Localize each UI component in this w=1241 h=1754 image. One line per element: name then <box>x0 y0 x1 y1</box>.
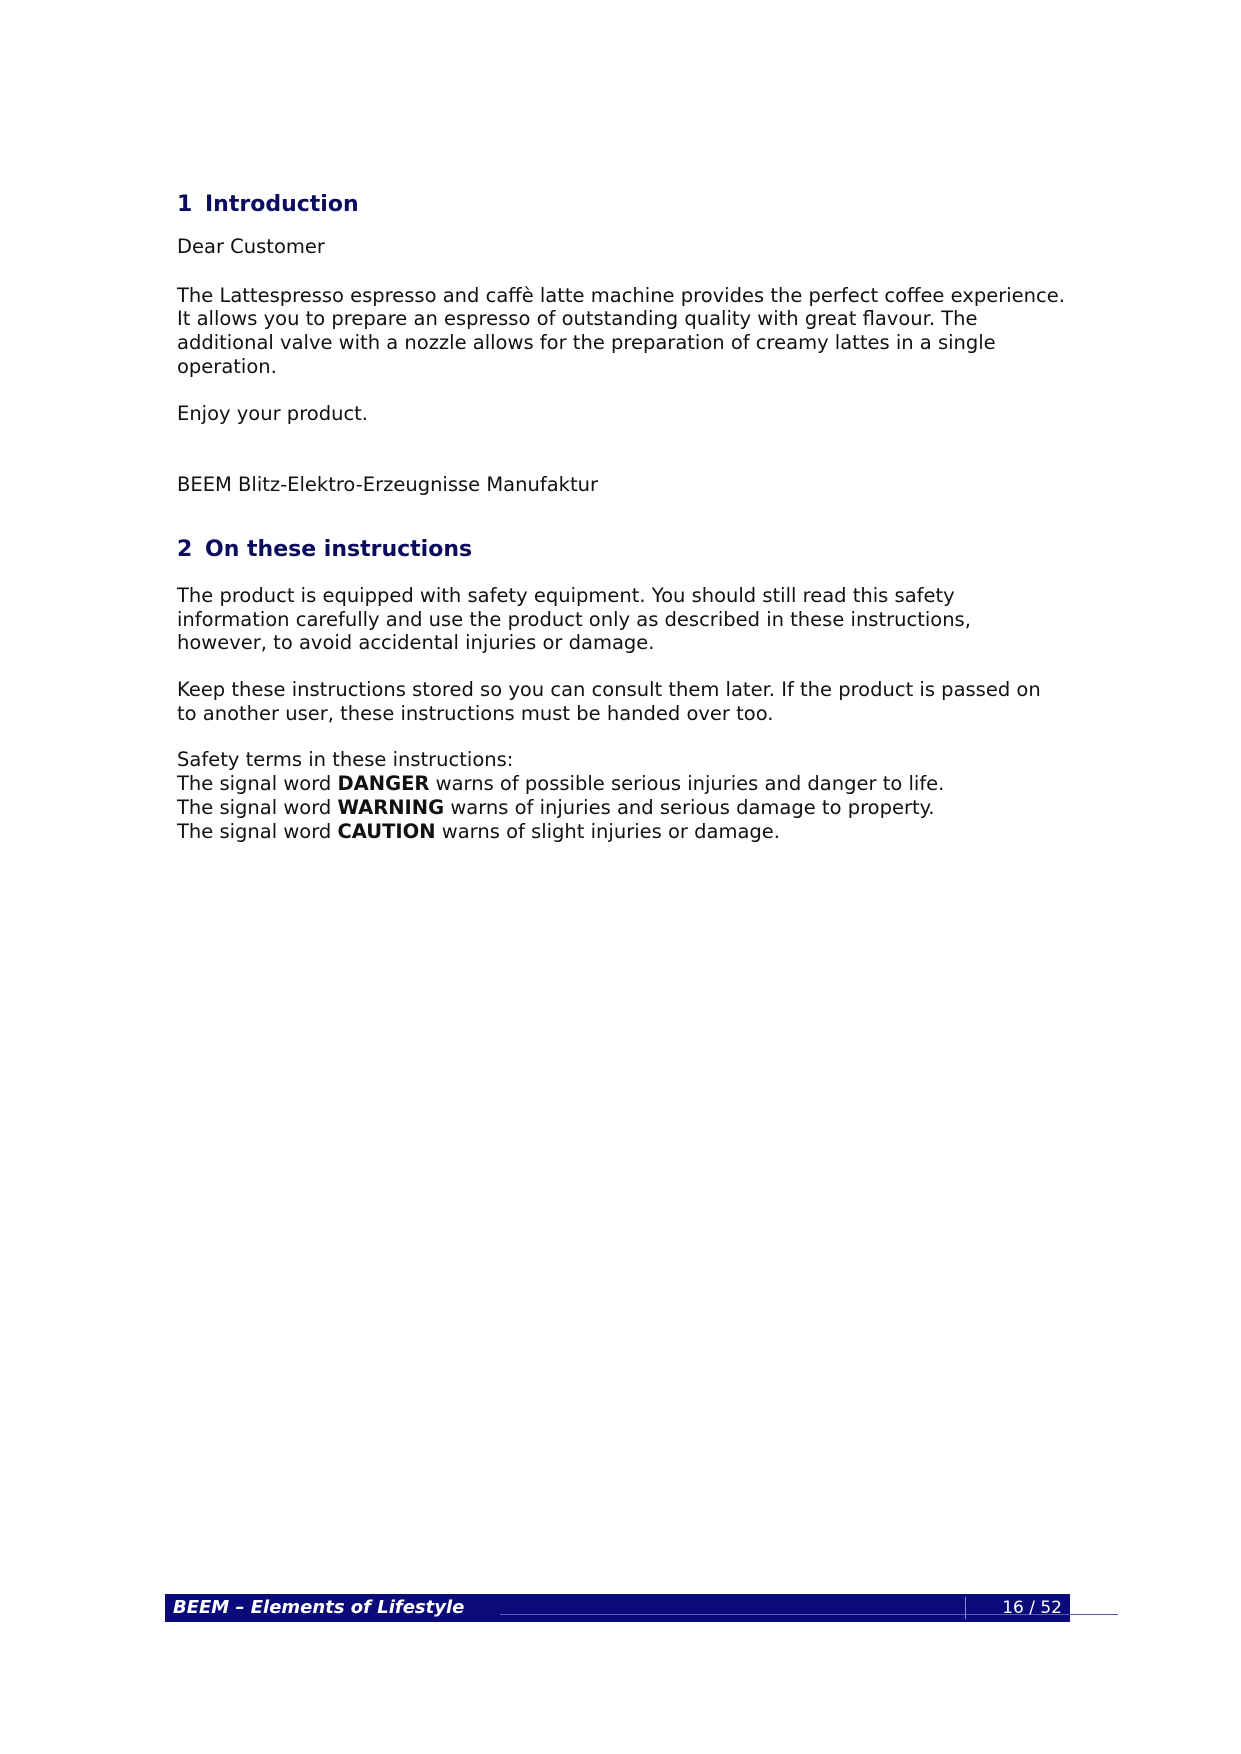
signal-prefix: The signal word <box>177 772 332 796</box>
footer-divider <box>965 1597 966 1619</box>
signal-description: warns of slight injuries or damage. <box>441 819 780 843</box>
text-line: Keep these instructions stored so you can consult them later. If the product is passed on <box>177 678 1041 702</box>
signature: BEEM Blitz-Elektro-Erzeugnisse Manufaktur <box>177 473 598 497</box>
text-line: It allows you to prepare an espresso of outstanding quality with great flavour. The <box>177 307 978 331</box>
signal-word: WARNING <box>337 795 445 819</box>
safety-terms-paragraph <box>177 748 1087 843</box>
signal-description: warns of injuries and serious damage to property. <box>450 795 935 819</box>
section-2-heading <box>177 535 1087 565</box>
text-line: to another user, these instructions must be handed over too. <box>177 701 774 725</box>
signal-word: CAUTION <box>337 819 436 843</box>
text-line: The Lattespresso espresso and caffè latte machine provides the perfect coffee experience. <box>177 283 1065 307</box>
page-footer <box>165 1594 1070 1622</box>
footer-brand: BEEM – Elements of Lifestyle <box>173 1597 465 1618</box>
signal-prefix: The signal word <box>177 795 332 819</box>
section-number: 2 <box>177 536 193 562</box>
section-title: Introduction <box>205 192 359 217</box>
text-line: operation. <box>177 354 277 378</box>
intro-paragraph <box>177 284 1087 379</box>
page-content <box>177 190 1087 843</box>
section-title: On these instructions <box>205 536 473 562</box>
signal-word: DANGER <box>337 772 430 796</box>
text-line: The product is equipped with safety equipment. You should still read this safety <box>177 583 955 607</box>
section-number: 1 <box>177 192 193 217</box>
closing-line: Enjoy your product. <box>177 401 369 425</box>
section-1-heading <box>177 190 1087 220</box>
greeting: Dear Customer <box>177 235 325 258</box>
signal-term-danger <box>177 772 1087 796</box>
signal-term-caution <box>177 820 1087 844</box>
signal-description: warns of possible serious injuries and danger to life. <box>435 772 945 796</box>
safety-paragraph <box>177 584 1087 655</box>
text-line: information carefully and use the product only as described in these instructions, <box>177 607 971 631</box>
page-number: 16 / 52 <box>1002 1598 1062 1618</box>
signal-term-warning <box>177 796 1087 820</box>
text-line: additional valve with a nozzle allows for the preparation of creamy lattes in a single <box>177 331 996 355</box>
terms-intro: Safety terms in these instructions: <box>177 748 514 772</box>
text-line: however, to avoid accidental injuries or damage. <box>177 631 655 655</box>
keep-paragraph <box>177 678 1087 725</box>
signal-prefix: The signal word <box>177 819 332 843</box>
